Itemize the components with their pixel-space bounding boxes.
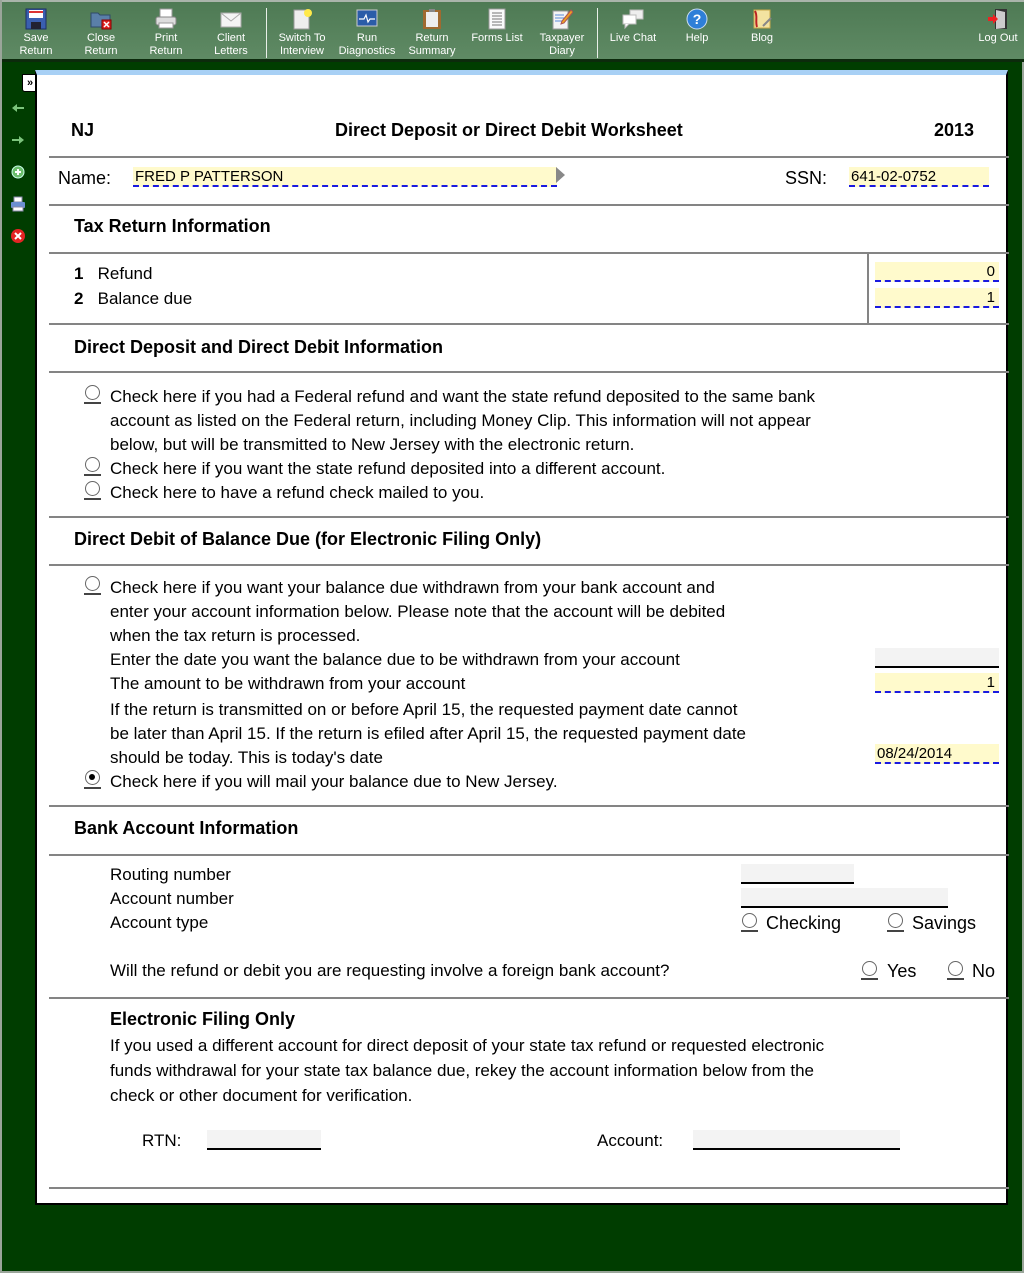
divider xyxy=(49,564,1009,566)
diary-pencil-icon xyxy=(551,8,573,30)
verify-account-label: Account: xyxy=(597,1131,664,1150)
routing-number-label: Routing number xyxy=(110,865,231,884)
same-account-option-text: Check here if you had a Federal refund and want the state refund deposited to the same bank account as listed on the Federal return, including Money Clip. This information will not appear below, but will be transmitted to New Jersey with the electronic return. xyxy=(110,387,816,454)
line-1-row: 1 Refund xyxy=(74,264,153,283)
divider xyxy=(49,997,1009,999)
chat-bubbles-icon xyxy=(622,8,644,30)
withdraw-date-field[interactable] xyxy=(875,648,999,668)
name-field[interactable]: FRED P PATTERSON xyxy=(133,167,557,187)
withdraw-balance-radio[interactable] xyxy=(84,576,101,594)
worksheet-page xyxy=(35,70,1008,1205)
mail-check-radio[interactable] xyxy=(84,481,101,499)
routing-number-field[interactable] xyxy=(741,864,854,884)
back-arrow-icon[interactable] xyxy=(10,100,26,116)
divider xyxy=(49,1187,1009,1189)
left-rail xyxy=(6,100,30,260)
return-summary-button[interactable]: Return Summary xyxy=(401,2,463,60)
interview-page-icon xyxy=(291,8,313,30)
toolbar-divider xyxy=(266,8,267,58)
divider xyxy=(49,805,1009,807)
account-verify-field[interactable] xyxy=(693,1130,900,1150)
switch-to-interview-button[interactable]: Switch To Interview xyxy=(271,2,333,60)
page-title: Direct Deposit or Direct Debit Worksheet xyxy=(335,120,683,140)
document-list-icon xyxy=(486,8,508,30)
log-out-button[interactable]: Log Out xyxy=(970,2,1024,60)
foreign-no-label: No xyxy=(972,961,996,981)
account-number-field[interactable] xyxy=(741,888,948,908)
live-chat-button[interactable]: Live Chat xyxy=(602,2,664,60)
scroll-quill-icon xyxy=(751,8,773,30)
clipboard-icon xyxy=(421,8,443,30)
payment-date-note: If the return is transmitted on or before April 15, the requested payment date cannot be later than April 15. If the return is efiled after April 15, the requested payment date should be today. This is today's date xyxy=(110,700,746,767)
printer-icon[interactable] xyxy=(10,196,26,212)
ssn-label: SSN: xyxy=(785,168,828,188)
toolbar-divider xyxy=(597,8,598,58)
forms-list-button[interactable]: Forms List xyxy=(463,2,531,60)
section-heading-bank: Bank Account Information xyxy=(74,818,299,838)
monitor-pulse-icon xyxy=(356,8,378,30)
expand-panel-button[interactable]: » xyxy=(22,74,38,92)
client-letters-button[interactable]: Client Letters xyxy=(200,2,262,60)
savings-label: Savings xyxy=(912,913,977,933)
different-account-radio[interactable] xyxy=(84,457,101,475)
efile-instructions: If you used a different account for direct deposit of your state tax refund or requested electronic funds withdrawal for your state tax balance due, rekey the account information below from the check or other document for verification. xyxy=(110,1036,825,1105)
tax-year: 2013 xyxy=(934,120,975,140)
account-number-label: Account number xyxy=(110,889,234,908)
account-type-label: Account type xyxy=(110,913,209,932)
withdraw-date-label: Enter the date you want the balance due to be withdrawn from your account xyxy=(110,650,680,669)
divider xyxy=(49,854,1009,856)
save-return-button[interactable]: Save Return xyxy=(2,2,70,60)
forward-arrow-icon[interactable] xyxy=(10,132,26,148)
foreign-account-question: Will the refund or debit you are requesting involve a foreign bank account? xyxy=(110,961,670,980)
refund-field[interactable]: 0 xyxy=(875,262,999,282)
divider xyxy=(49,156,1009,158)
checking-label: Checking xyxy=(766,913,842,933)
section-heading-direct-debit: Direct Debit of Balance Due (for Electronic Filing Only) xyxy=(74,529,542,549)
section-heading-efile: Electronic Filing Only xyxy=(110,1009,296,1029)
help-button[interactable]: ? Help xyxy=(664,2,730,60)
printer-icon xyxy=(155,8,177,30)
divider xyxy=(49,252,1009,254)
section-heading-direct-deposit: Direct Deposit and Direct Debit Information xyxy=(74,337,444,357)
taxpayer-diary-button[interactable]: Taxpayer Diary xyxy=(531,2,593,60)
exit-door-icon xyxy=(987,8,1009,30)
todays-date-field[interactable]: 08/24/2014 xyxy=(875,744,999,764)
state-code: NJ xyxy=(71,120,95,140)
main-toolbar xyxy=(2,0,1024,62)
divider xyxy=(49,371,1009,373)
divider xyxy=(49,323,1009,325)
foreign-yes-radio[interactable] xyxy=(861,961,878,979)
withdraw-balance-option-text: Check here if you want your balance due withdrawn from your bank account and enter your account information below. Please note that the account will be debited when the tax return is processed. xyxy=(110,578,726,645)
add-circle-icon[interactable] xyxy=(10,164,26,180)
line-2-row: 2 Balance due xyxy=(74,289,193,308)
savings-radio[interactable] xyxy=(887,913,904,931)
help-question-icon xyxy=(686,8,708,30)
delete-x-icon[interactable] xyxy=(10,228,26,244)
name-label: Name: xyxy=(58,168,112,188)
close-return-button[interactable]: Close Return xyxy=(70,2,132,60)
envelope-icon xyxy=(220,8,242,30)
checking-radio[interactable] xyxy=(741,913,758,931)
balance-due-field[interactable]: 1 xyxy=(875,288,999,308)
print-return-button[interactable]: Print Return xyxy=(132,2,200,60)
foreign-no-radio[interactable] xyxy=(947,961,964,979)
rtn-verify-field[interactable] xyxy=(207,1130,321,1150)
column-divider xyxy=(867,253,869,324)
name-expand-arrow-icon[interactable] xyxy=(556,167,565,183)
svg-text:?: ? xyxy=(692,11,702,27)
same-account-radio[interactable] xyxy=(84,385,101,403)
foreign-yes-label: Yes xyxy=(887,961,917,981)
divider xyxy=(49,516,1009,518)
divider xyxy=(49,204,1009,206)
withdraw-amount-label: The amount to be withdrawn from your account xyxy=(110,674,466,693)
withdraw-amount-field[interactable]: 1 xyxy=(875,673,999,693)
rtn-label: RTN: xyxy=(142,1131,182,1150)
blog-button[interactable]: Blog xyxy=(730,2,794,60)
section-heading-tax-return: Tax Return Information xyxy=(74,216,271,236)
different-account-option-text: Check here if you want the state refund deposited into a different account. xyxy=(110,459,666,478)
run-diagnostics-button[interactable]: Run Diagnostics xyxy=(333,2,401,60)
mail-balance-radio[interactable] xyxy=(84,770,101,788)
ssn-field[interactable]: 641-02-0752 xyxy=(849,167,989,187)
folder-close-icon xyxy=(90,8,112,30)
mail-balance-option-text: Check here if you will mail your balance due to New Jersey. xyxy=(110,772,558,791)
mail-check-option-text: Check here to have a refund check mailed to you. xyxy=(110,483,485,502)
floppy-disk-icon xyxy=(25,8,47,30)
